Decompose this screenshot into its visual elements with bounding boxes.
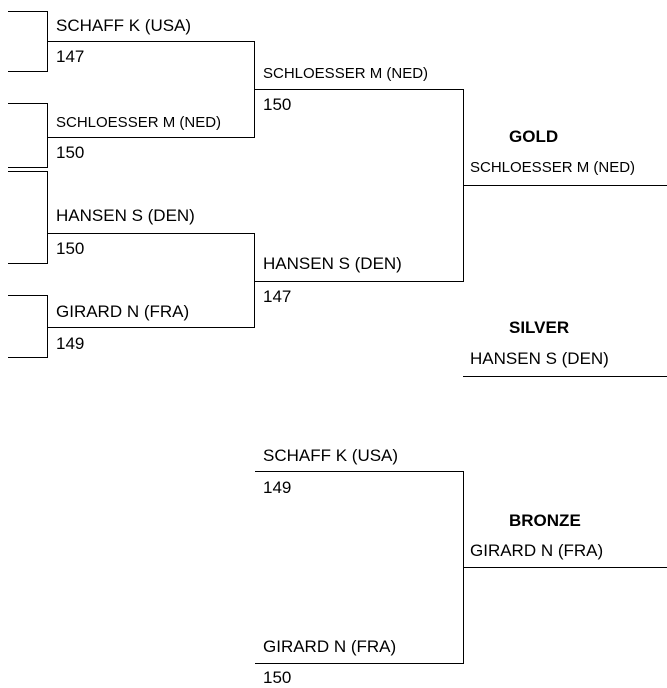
- final-score: 150: [263, 95, 292, 114]
- bronze-name: GIRARD N (FRA): [470, 541, 604, 560]
- stub-line: [8, 357, 48, 358]
- bronze-label: BRONZE: [509, 511, 581, 530]
- bronze-match-line: [255, 663, 463, 664]
- semifinal-name: HANSEN S (DEN): [56, 206, 195, 225]
- bronze-match-score: 150: [263, 668, 292, 687]
- silver-label: SILVER: [509, 318, 570, 337]
- stub-line: [8, 103, 48, 104]
- semifinal-score: 150: [56, 143, 85, 162]
- gold-line: [463, 185, 667, 186]
- bronze-match-name: SCHAFF K (USA): [263, 446, 399, 465]
- semifinal-score: 149: [56, 334, 85, 353]
- bronze-match-name: GIRARD N (FRA): [263, 637, 397, 656]
- silver-name: HANSEN S (DEN): [470, 349, 609, 368]
- gold-label: GOLD: [509, 127, 559, 146]
- bronze-match-score: 149: [263, 478, 292, 497]
- stub-line: [8, 263, 48, 264]
- gold-name: SCHLOESSER M (NED): [470, 159, 636, 176]
- silver-line: [463, 376, 667, 377]
- semifinal-line: [48, 233, 254, 234]
- final-score: 147: [263, 287, 292, 306]
- stub-line: [8, 171, 48, 172]
- semifinal-line: [48, 137, 254, 138]
- stub-line: [8, 167, 48, 168]
- bronze-line: [463, 567, 667, 568]
- stub-line: [8, 11, 48, 12]
- semifinal-name: GIRARD N (FRA): [56, 302, 190, 321]
- semifinal-line: [48, 327, 254, 328]
- semifinal-name: SCHAFF K (USA): [56, 16, 192, 35]
- final-name: HANSEN S (DEN): [263, 254, 402, 273]
- stub-line: [8, 295, 48, 296]
- final-line: [255, 89, 463, 90]
- stub-line: [8, 71, 48, 72]
- semifinal-name: SCHLOESSER M (NED): [56, 114, 222, 131]
- final-name: SCHLOESSER M (NED): [263, 65, 429, 82]
- semifinal-score: 150: [56, 239, 85, 258]
- stub-line: [47, 103, 48, 168]
- semifinal-score: 147: [56, 47, 85, 66]
- stub-line: [47, 171, 48, 264]
- bronze-match-line: [255, 471, 463, 472]
- final-line: [255, 281, 463, 282]
- semifinal-line: [48, 41, 254, 42]
